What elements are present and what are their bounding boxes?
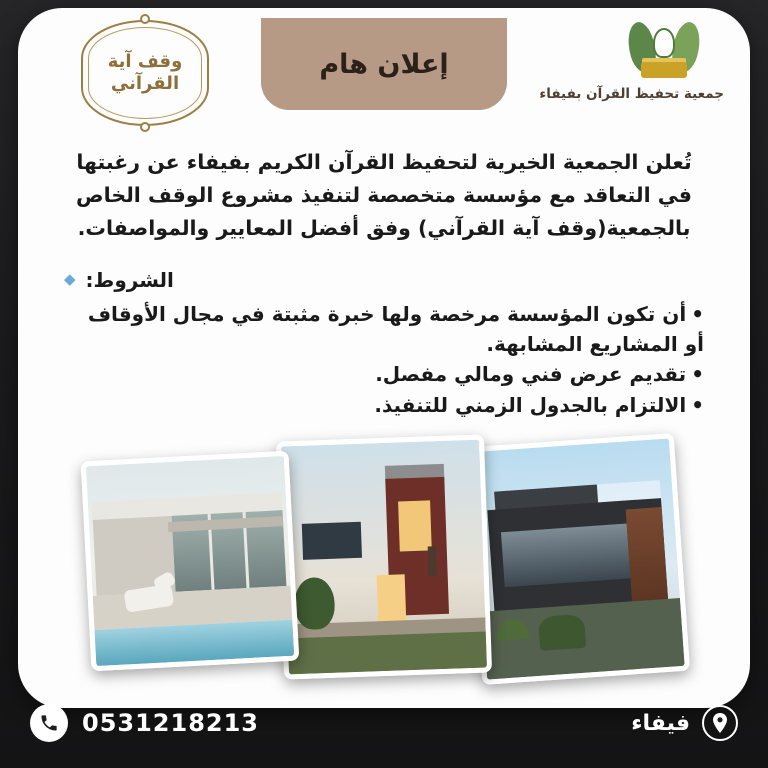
waqf-logo-line1: وقف آية	[107, 50, 183, 72]
quran-emblem-icon	[627, 18, 701, 80]
list-item	[64, 390, 704, 420]
important-announcement-banner	[261, 18, 507, 110]
phone-number[interactable]: 0531218213	[82, 709, 259, 737]
conditions-section	[18, 246, 750, 421]
association-name: جمعية تحفيظ القرآن بفيفاء	[539, 86, 724, 102]
condition-text: الالتزام بالجدول الزمني للتنفيذ.	[374, 392, 687, 417]
project-photo-gallery	[18, 432, 750, 694]
phone-block[interactable]	[30, 704, 259, 742]
diamond-icon: ◆	[64, 270, 76, 289]
photo-modern-dark-villa	[466, 433, 690, 685]
condition-text: أن تكون المؤسسة مرخصة ولها خبرة مثبتة في مجال الأوقاف أو المشاريع المشابهة.	[87, 301, 704, 356]
city-name: فيفاء	[631, 710, 690, 736]
waqf-logo-line2: القرآني	[110, 73, 180, 94]
condition-text: تقديم عرض فني ومالي مفصل.	[375, 362, 687, 387]
waqf-logo	[52, 20, 238, 130]
list-item	[64, 299, 704, 360]
intro-paragraph: تُعلن الجمعية الخيرية لتحفيظ القرآن الكريم بفيفاء عن رغبتها في التعاقد مع مؤسسة متخصصة لتنفيذ مشروع الوقف الخاص بالجمعية(وقف آية القرآني) وفق أفضل المعايير والمواصفات.	[76, 150, 692, 241]
location-pin-icon	[702, 705, 738, 741]
bullet-icon: •	[691, 301, 704, 326]
photo-brick-house-evening	[276, 435, 492, 680]
card-header	[18, 8, 750, 140]
bullet-icon: •	[691, 362, 704, 387]
conditions-title-text: الشروط:	[85, 267, 174, 292]
list-item	[64, 359, 704, 389]
contact-footer	[0, 682, 768, 768]
phone-icon[interactable]	[30, 704, 68, 742]
conditions-heading	[64, 268, 704, 292]
location-block	[631, 705, 738, 741]
bullet-icon: •	[691, 392, 704, 417]
announcement-card	[18, 8, 750, 708]
banner-title: إعلان هام	[319, 48, 449, 80]
ornamental-frame-icon	[81, 20, 209, 126]
association-logo	[539, 18, 724, 130]
photo-pool-villa	[81, 451, 300, 672]
conditions-list	[64, 299, 704, 421]
